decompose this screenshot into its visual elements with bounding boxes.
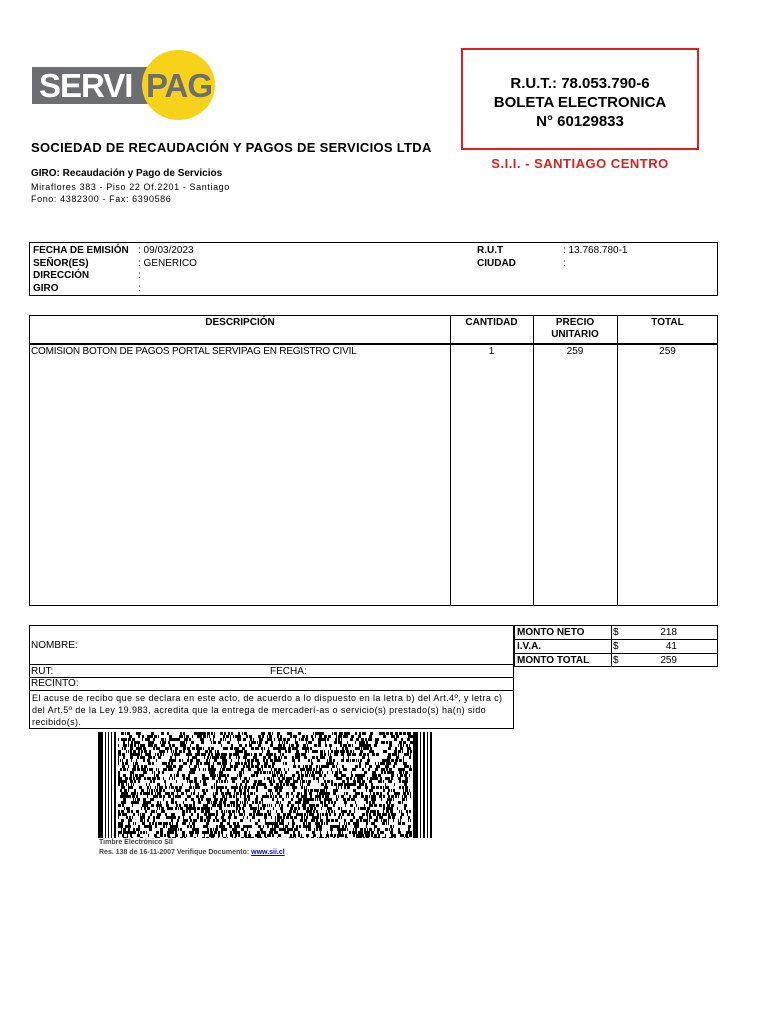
header-cantidad: CANTIDAD — [465, 317, 518, 328]
row-divider — [30, 677, 513, 678]
col-divider — [617, 316, 618, 605]
monto-total-currency: $ — [613, 655, 619, 666]
header-precio-line2: UNITARIO — [551, 329, 599, 340]
issuer-address: Miraflores 383 - Piso 22 Of.2201 - Santiago — [31, 182, 230, 192]
item-descripcion: COMISION BOTON DE PAGOS PORTAL SERVIPAG EN REGISTRO CIVIL — [31, 346, 357, 357]
document-number: N° 60129833 — [536, 113, 624, 130]
item-cantidad: 1 — [488, 346, 495, 357]
issuer-giro: GIRO: Recaudación y Pago de Servicios — [31, 168, 223, 179]
acuse-recibo-box — [29, 625, 514, 729]
issuer-phone: Fono: 4382300 - Fax: 6390586 — [31, 194, 172, 204]
row-divider — [30, 690, 513, 691]
senor-value: : GENERICO — [138, 258, 197, 269]
nombre-label: NOMBRE: — [31, 640, 78, 651]
monto-total-value: 259 — [660, 655, 677, 666]
fecha-label: FECHA DE EMISIÓN — [33, 245, 129, 256]
monto-neto-value: 218 — [660, 627, 677, 638]
senor-label: SEÑOR(ES) — [33, 258, 89, 269]
fecha-value: : 09/03/2023 — [138, 245, 194, 256]
recinto-label: RECINTO: — [31, 678, 79, 689]
col-divider — [533, 316, 534, 605]
servipag-logo — [32, 50, 228, 120]
receiver-info-box — [29, 242, 718, 296]
timbre-barcode — [98, 732, 433, 838]
row-divider — [515, 639, 717, 640]
logo-right — [146, 67, 228, 104]
item-precio: 259 — [566, 346, 584, 357]
monto-total-label: MONTO TOTAL — [517, 655, 590, 666]
fecha-sign-label: FECHA: — [270, 666, 307, 677]
logo-text-servi: SERVI — [39, 67, 133, 104]
issuer-rut: R.U.T.: 78.053.790-6 — [510, 75, 650, 92]
acuse-note: El acuse de recibo que se declara en este acto, de acuerdo a lo dispuesto en la letra b) del Art.4º, y letra c) del Art.5º de la Ley 19.983, acredita que la entrega de mercaderí-as o servicio(s) prestado(s) ha(n) sido recibido(s). — [32, 693, 503, 727]
timbre-resolution — [99, 848, 285, 858]
rut-value: : 13.768.780-1 — [563, 245, 628, 256]
ciudad-value: : — [563, 258, 566, 269]
timbre-resolution-text: Res. 138 de 16-11-2007 Verifique Documento: — [99, 849, 252, 856]
document-type: BOLETA ELECTRONICA — [493, 94, 667, 111]
rut-label: R.U.T — [477, 245, 504, 256]
monto-neto-label: MONTO NETO — [517, 627, 585, 638]
header-divider — [30, 343, 717, 345]
direccion-value: : — [138, 270, 141, 281]
header-total: TOTAL — [651, 317, 684, 328]
sii-link[interactable]: www.sii.cl — [251, 849, 285, 856]
header-precio-line1: PRECIO — [555, 317, 595, 328]
giro-label: GIRO — [33, 283, 59, 294]
ciudad-label: CIUDAD — [477, 258, 516, 269]
sii-office: S.I.I. - SANTIAGO CENTRO — [491, 156, 669, 171]
row-divider — [515, 653, 717, 654]
issuer-contact — [31, 181, 230, 205]
row-divider — [30, 664, 513, 665]
col-divider — [450, 316, 451, 605]
logo-text-pag: PAG — [146, 67, 213, 104]
totals-box — [514, 625, 718, 667]
direccion-label: DIRECCIÓN — [33, 270, 90, 281]
items-table — [29, 315, 718, 606]
timbre-caption — [99, 838, 285, 858]
rut-sign-label: RUT: — [31, 666, 54, 677]
iva-value: 41 — [665, 641, 677, 652]
header-precio — [533, 317, 617, 341]
company-name: SOCIEDAD DE RECAUDACIÓN Y PAGOS DE SERVICIOS LTDA — [31, 140, 432, 155]
timbre-title: Timbre Electrónico SII — [99, 839, 173, 846]
iva-currency: $ — [613, 641, 619, 652]
monto-neto-currency: $ — [613, 627, 619, 638]
col-divider — [611, 626, 612, 666]
giro-value: : — [138, 283, 141, 294]
header-descripcion: DESCRIPCIÓN — [205, 317, 275, 328]
iva-label: I.V.A. — [517, 641, 542, 652]
item-total: 259 — [659, 346, 676, 357]
document-id-box — [461, 48, 699, 150]
